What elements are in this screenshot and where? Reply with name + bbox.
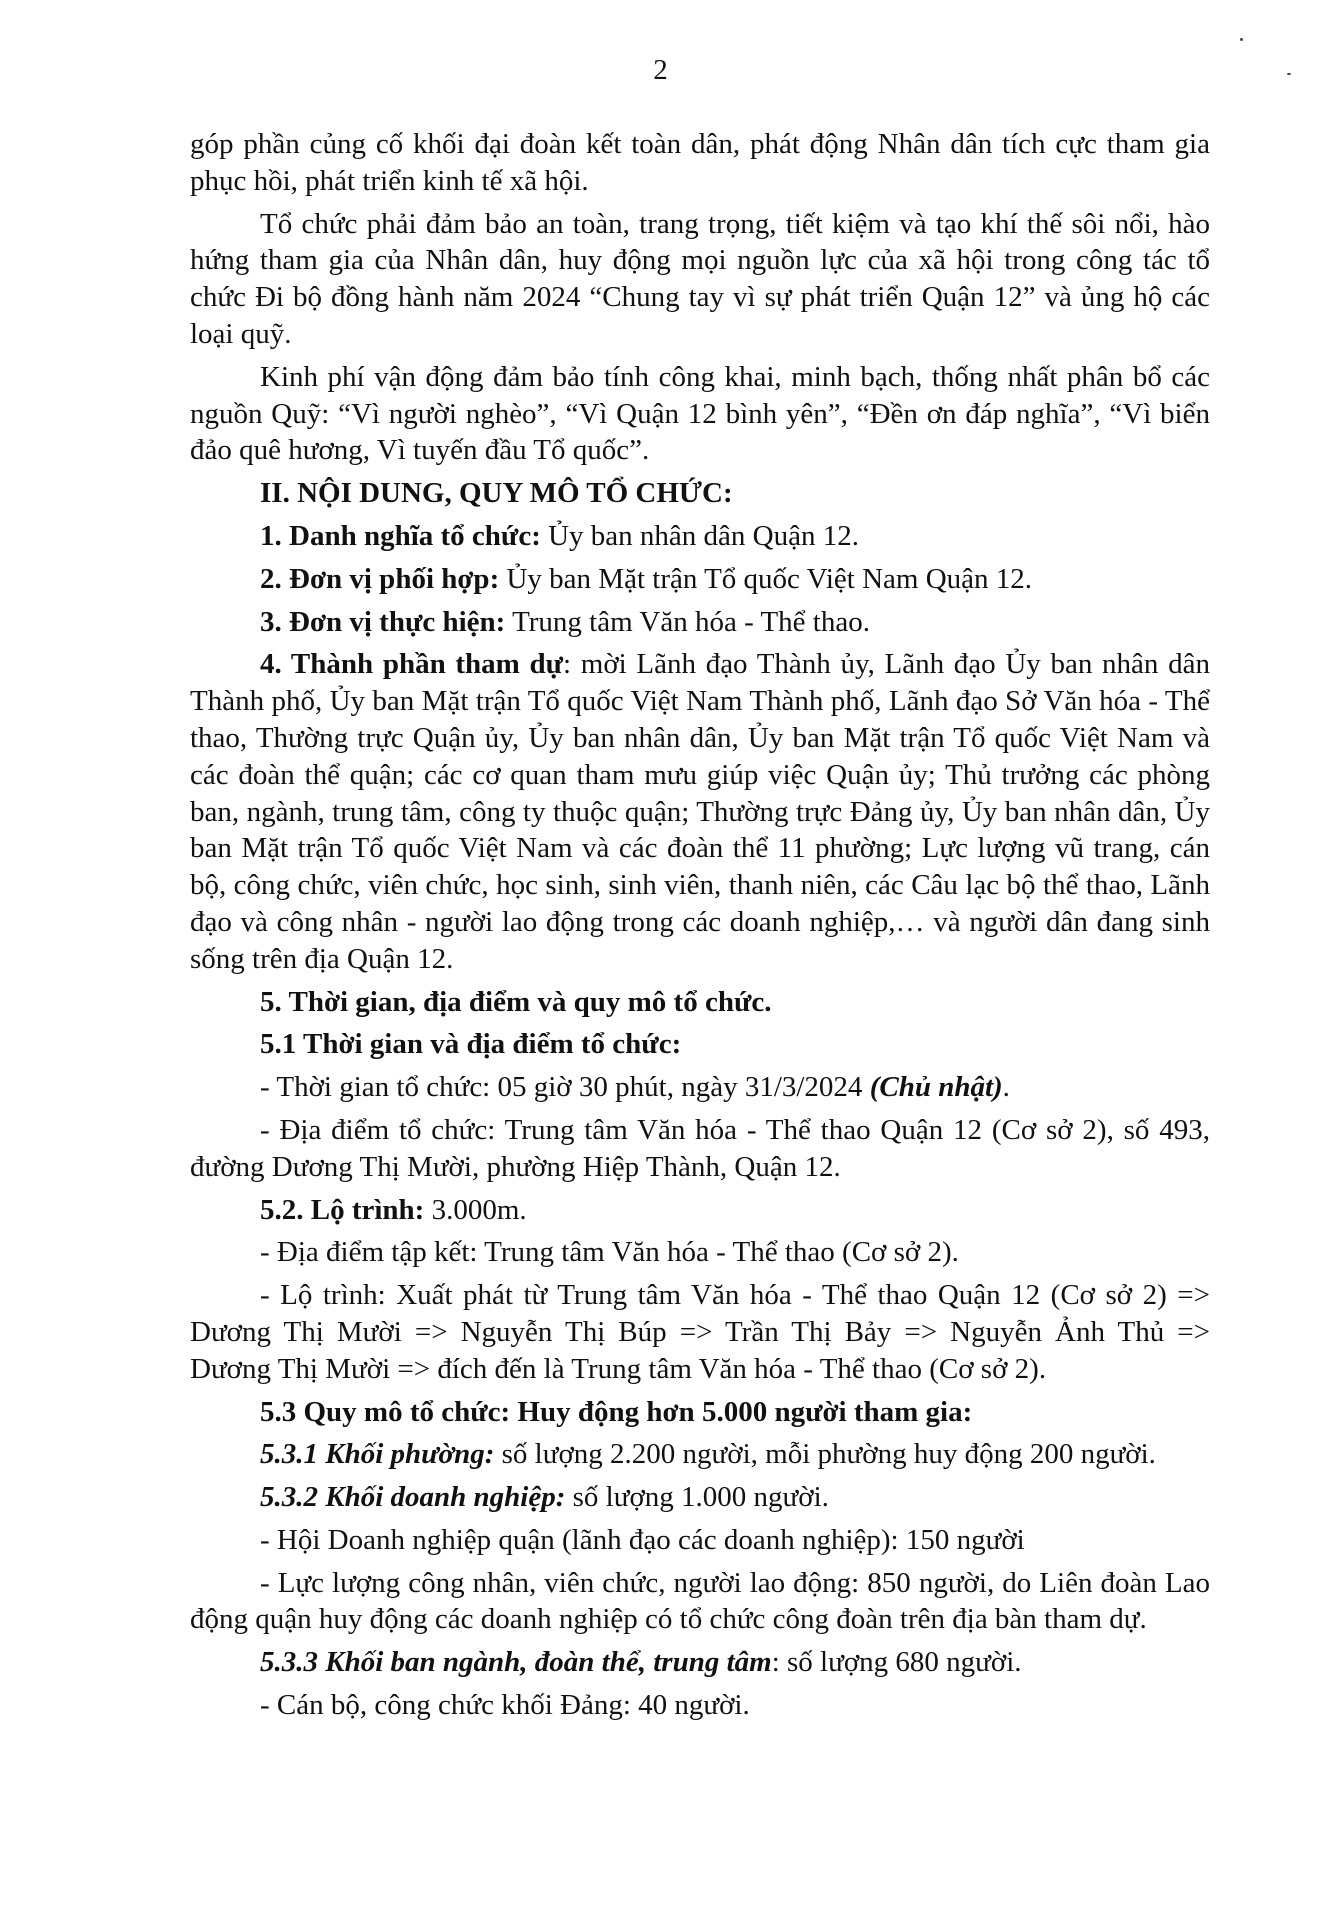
item-label: 2. Đơn vị phối hợp: <box>260 562 500 595</box>
item-route-length <box>190 1192 1210 1229</box>
paragraph-funds: Kinh phí vận động đảm bảo tính công khai, minh bạch, thống nhất phân bổ các nguồn Quỹ: “Vì người nghèo”, “Vì Quận 12 bình yên”, “Đền ơn đáp nghĩa”, “Vì biển đảo quê hương, Vì tuyến đầu Tổ quốc”. <box>190 360 1210 467</box>
line-route: - Lộ trình: Xuất phát từ Trung tâm Văn hóa - Thể thao Quận 12 (Cơ sở 2) => Dương Thị Mười => Nguyễn Thị Búp => Trần Thị Bảy => Nguyễn Ảnh Thủ => Dương Thị Mười => đích đến là Trung tâm Văn hóa - Thể thao (Cơ sở 2). <box>190 1279 1210 1385</box>
line-venue: - Địa điểm tổ chức: Trung tâm Văn hóa - Thể thao Quận 12 (Cơ sở 2), số 493, đường Dương Thị Mười, phường Hiệp Thành, Quận 12. <box>190 1113 1210 1183</box>
paragraph-intro-continued: góp phần củng cố khối đại đoàn kết toàn dân, phát động Nhân dân tích cực tham gia phục hồi, phát triển kinh tế xã hội. <box>190 128 1210 197</box>
item-participants <box>190 646 1210 977</box>
item-implementer <box>190 604 1210 641</box>
block-label: 5.3.1 Khối phường: <box>260 1438 495 1471</box>
time-day: (Chủ nhật) <box>869 1071 1003 1104</box>
document-body <box>190 126 1210 1730</box>
item-text: 3.000m. <box>424 1193 527 1226</box>
heading-time-place-scale: 5. Thời gian, địa điểm và quy mô tổ chức. <box>260 985 772 1018</box>
item-text: Trung tâm Văn hóa - Thể thao. <box>505 605 870 638</box>
block-text: số lượng 1.000 người. <box>565 1481 829 1514</box>
item-label: 3. Đơn vị thực hiện: <box>260 605 506 638</box>
block-business <box>190 1479 1210 1516</box>
line-gathering: - Địa điểm tập kết: Trung tâm Văn hóa - Thể thao (Cơ sở 2). <box>260 1236 959 1269</box>
item-label: 1. Danh nghĩa tổ chức: <box>260 519 541 552</box>
line-party-staff: - Cán bộ, công chức khối Đảng: 40 người. <box>260 1689 750 1722</box>
block-label: 5.3.2 Khối doanh nghiệp: <box>260 1481 566 1514</box>
scan-speck <box>1240 38 1243 41</box>
line-time <box>190 1069 1210 1106</box>
heading-time-place: 5.1 Thời gian và địa điểm tổ chức: <box>260 1028 682 1061</box>
section-heading-content-scale: II. NỘI DUNG, QUY MÔ TỔ CHỨC: <box>260 477 733 510</box>
line-workers: - Lực lượng công nhân, viên chức, người lao động: 850 người, do Liên đoàn Lao động quận huy động các doanh nghiệp có tổ chức công đoàn trên địa bàn tham dự. <box>190 1566 1210 1636</box>
block-ward <box>190 1436 1210 1473</box>
line-business-association: - Hội Doanh nghiệp quận (lãnh đạo các doanh nghiệp): 150 người <box>260 1523 1025 1556</box>
item-text: Ủy ban nhân dân Quận 12. <box>540 519 859 552</box>
item-text: : mời Lãnh đạo Thành ủy, Lãnh đạo Ủy ban nhân dân Thành phố, Ủy ban Mặt trận Tổ quốc Việt Nam Thành phố, Lãnh đạo Sở Văn hóa - Thể thao, Thường trực Quận ủy, Ủy ban nhân dân, Ủy ban Mặt trận Tổ quốc Việt Nam và các đoàn thể quận; các cơ quan tham mưu giúp việc Quận ủy; Thủ trưởng các phòng ban, ngành, trung tâm, công ty thuộc quận; Thường trực Đảng ủy, Ủy ban nhân dân, Ủy ban Mặt trận Tổ quốc Việt Nam và các đoàn thể 11 phường; Lực lượng vũ trang, cán bộ, công chức, viên chức, học sinh, sinh viên, thanh niên, các Câu lạc bộ thể thao, Lãnh đạo và công nhân - người lao động trong các doanh nghiệp,… và người dân đang sinh sống trên địa Quận 12. <box>190 648 1210 975</box>
heading-scale: 5.3 Quy mô tổ chức: Huy động hơn 5.000 người tham gia: <box>260 1395 973 1428</box>
time-text: - Thời gian tổ chức: 05 giờ 30 phút, ngày 31/3/2024 <box>260 1071 870 1104</box>
item-organizer <box>190 518 1210 555</box>
block-label: 5.3.3 Khối ban ngành, đoàn thể, trung tâm <box>260 1646 772 1679</box>
item-coordinator <box>190 561 1210 598</box>
block-text: : số lượng 680 người. <box>771 1646 1022 1679</box>
time-end: . <box>1002 1071 1010 1104</box>
item-label: 5.2. Lộ trình: <box>260 1193 425 1226</box>
item-label: 4. Thành phần tham dự <box>260 648 564 681</box>
block-agencies <box>190 1644 1210 1681</box>
item-text: Ủy ban Mặt trận Tổ quốc Việt Nam Quận 12. <box>499 562 1033 595</box>
paragraph-safety: Tổ chức phải đảm bảo an toàn, trang trọng, tiết kiệm và tạo khí thế sôi nổi, hào hứng tham gia của Nhân dân, huy động mọi nguồn lực của xã hội trong công tác tổ chức Đi bộ đồng hành năm 2024 “Chung tay vì sự phát triển Quận 12” và ủng hộ các loại quỹ. <box>190 207 1210 350</box>
page-number: 2 <box>653 54 668 86</box>
block-text: số lượng 2.200 người, mỗi phường huy động 200 người. <box>494 1438 1156 1471</box>
